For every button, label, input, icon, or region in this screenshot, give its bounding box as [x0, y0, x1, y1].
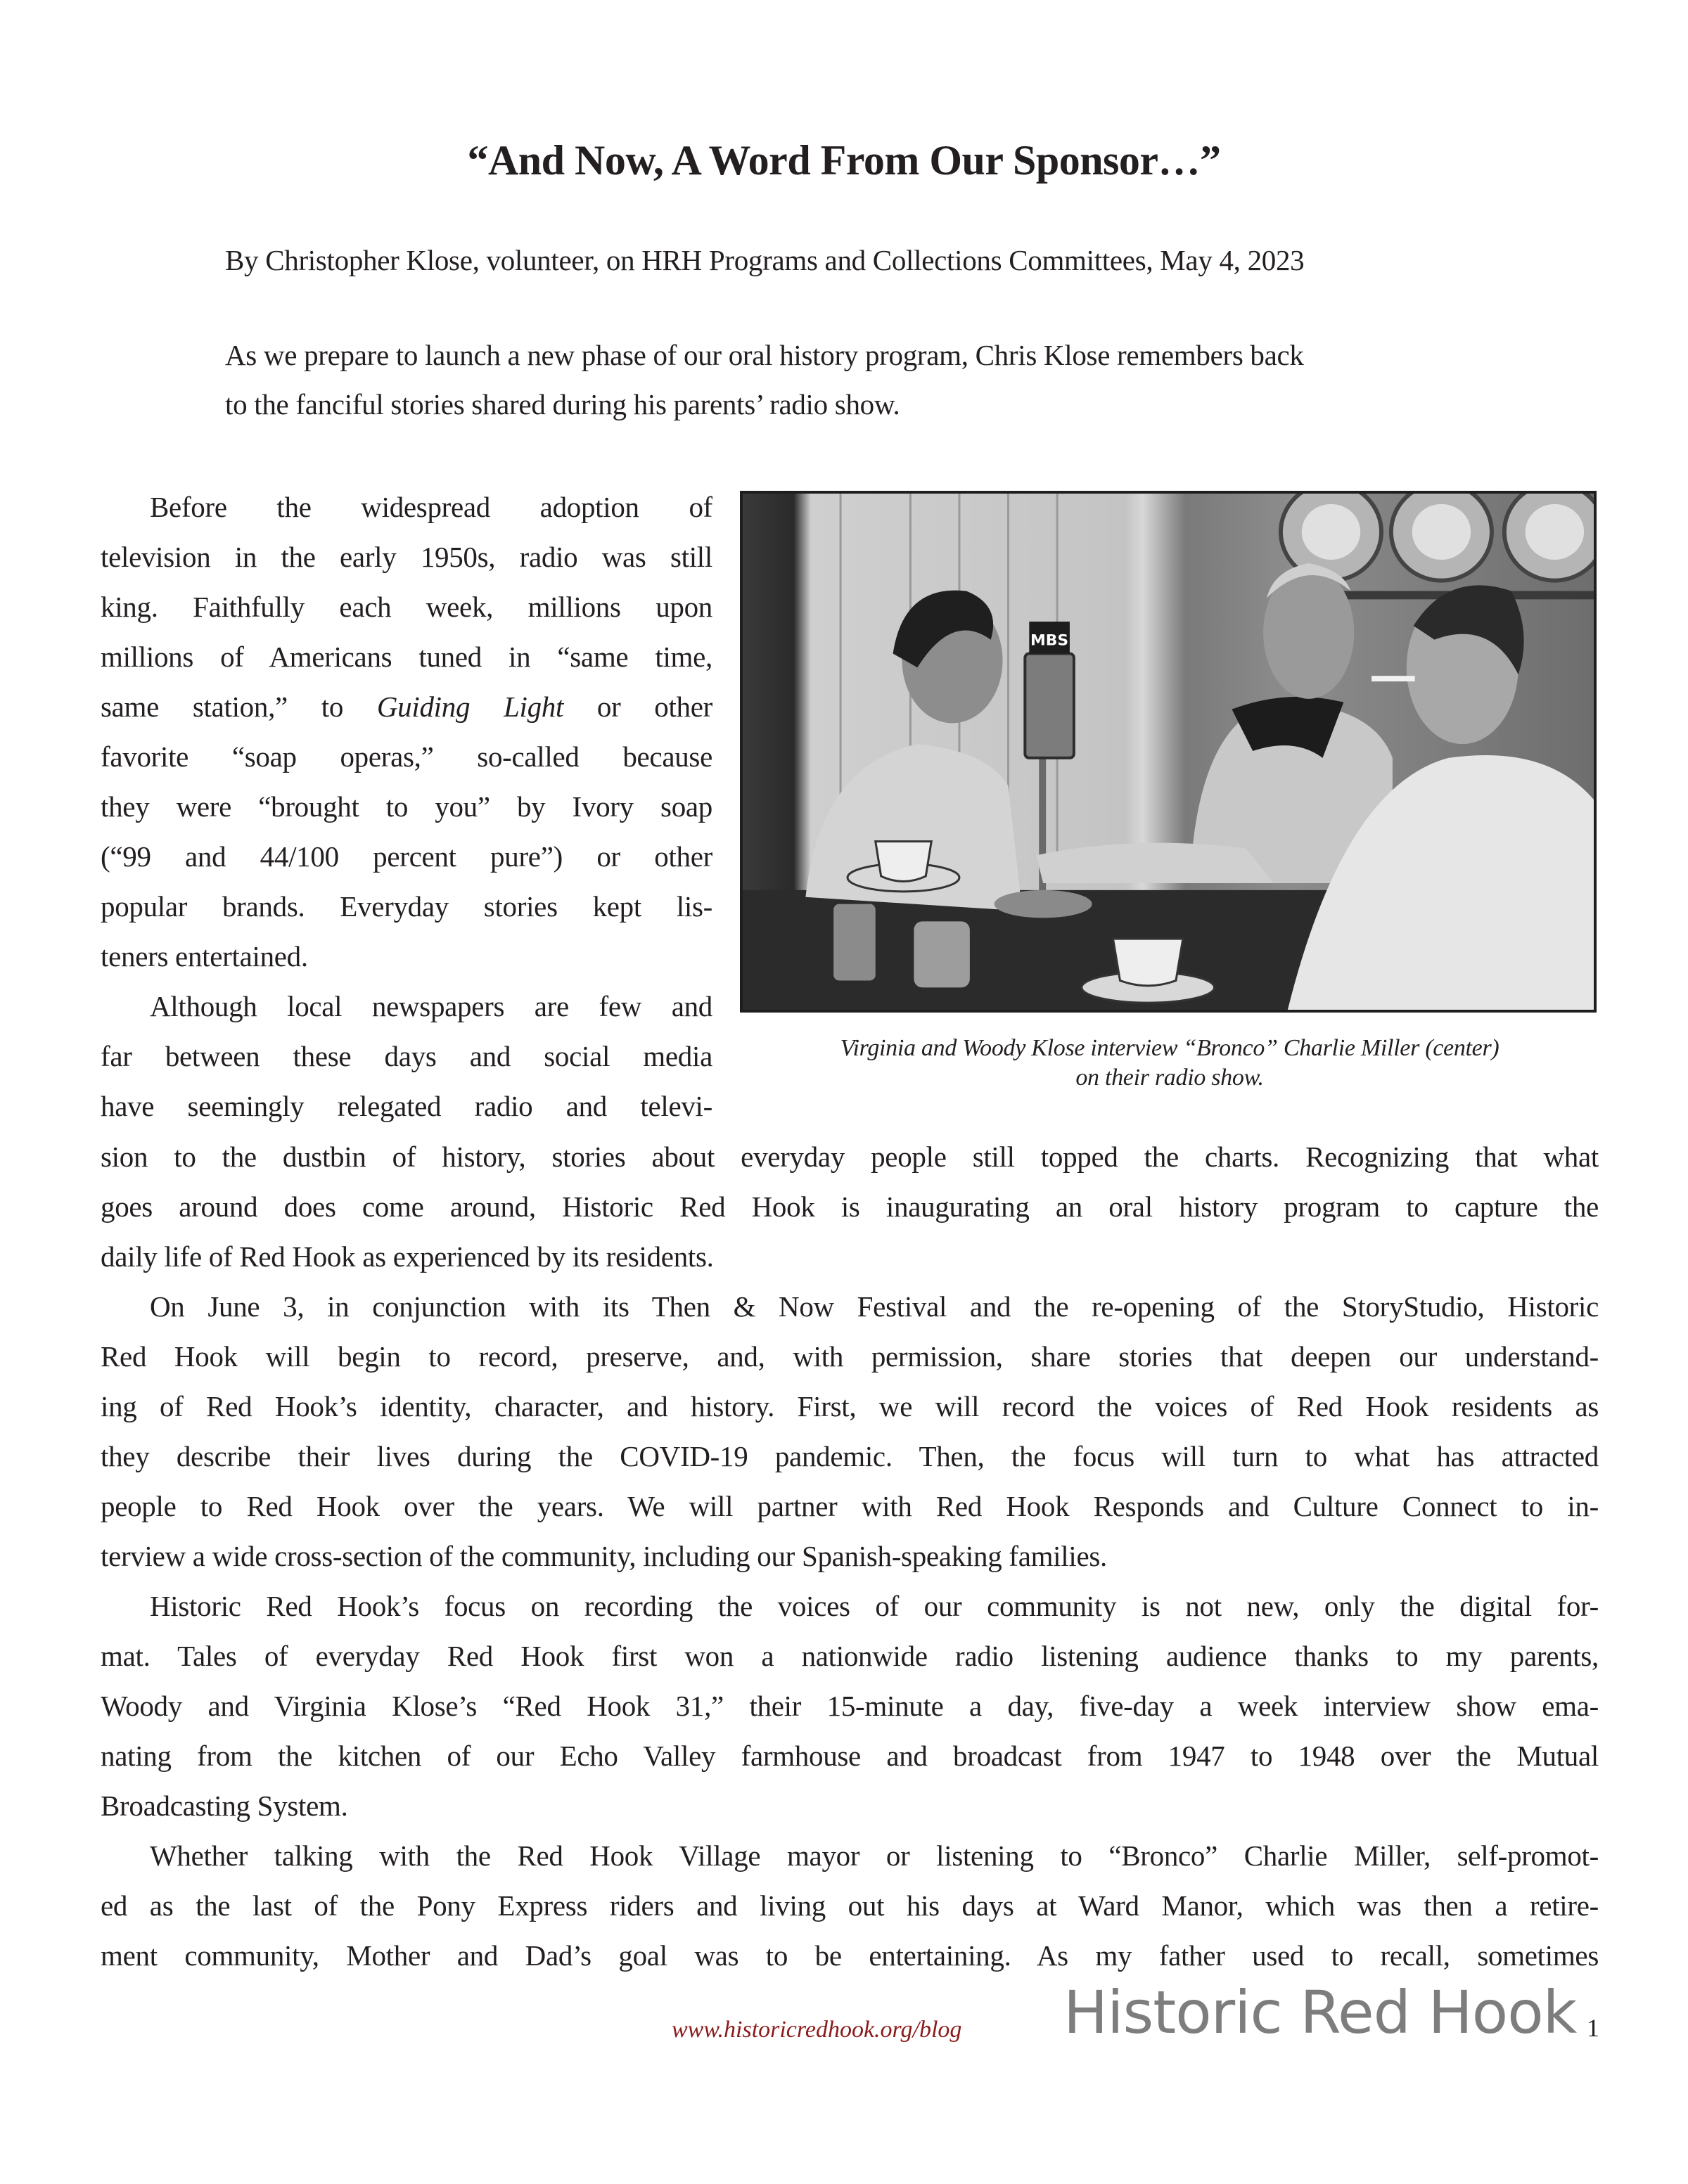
- body-line: they were “brought to you” by Ivory soap: [101, 790, 712, 823]
- body-line: teners entertained.: [101, 940, 308, 972]
- intro-deck: [225, 330, 1575, 429]
- body-line: Whether talking with the Red Hook Village mayor or listening to “Bronco” Charlie Miller, self-promot-: [150, 1839, 1599, 1872]
- body-line: Red Hook will begin to record, preserve, and, with permission, share stories that deepen our understand-: [101, 1340, 1599, 1373]
- blog-link[interactable]: www.historicredhook.org/blog: [672, 2017, 962, 2043]
- body-line: Broadcasting System.: [101, 1790, 348, 1822]
- body-text-run: or other: [563, 690, 712, 723]
- body-line: (“99 and 44/100 percent pure”) or other: [101, 840, 712, 873]
- body-line: Historic Red Hook’s focus on recording the voices of our community is not new, only the digital for-: [150, 1590, 1599, 1622]
- byline: By Christopher Klose, volunteer, on HRH Programs and Collections Committees, May 4, 2023: [225, 244, 1305, 276]
- body-line: Although local newspapers are few and: [150, 990, 712, 1022]
- body-line: people to Red Hook over the years. We will partner with Red Hook Responds and Culture Connect to in-: [101, 1490, 1599, 1522]
- body-wide-column: [101, 1132, 1599, 1981]
- caption-line: on their radio show.: [1075, 1065, 1264, 1091]
- intro-line: As we prepare to launch a new phase of our oral history program, Chris Klose remembers back: [225, 339, 1304, 371]
- body-text-run: same station,” to: [101, 690, 377, 723]
- body-narrow-column: [101, 482, 712, 1131]
- article-title: “And Now, A Word From Our Sponsor…”: [467, 137, 1221, 184]
- body-line: far between these days and social media: [101, 1040, 712, 1072]
- body-line: have seemingly relegated radio and televi-: [101, 1090, 712, 1122]
- body-line: television in the early 1950s, radio was still: [101, 541, 712, 573]
- body-line: Woody and Virginia Klose’s “Red Hook 31,” their 15-minute a day, five-day a week interview show ema-: [101, 1690, 1599, 1722]
- show-title-italic: Guiding Light: [376, 690, 564, 723]
- body-line: sion to the dustbin of history, stories about everyday people still topped the charts. Recognizing that what: [101, 1141, 1599, 1173]
- body-line: goes around does come around, Historic Red Hook is inaugurating an oral history program to capture the: [101, 1190, 1599, 1223]
- intro-line: to the fanciful stories shared during his parents’ radio show.: [225, 388, 900, 420]
- body-line: terview a wide cross-section of the community, including our Spanish-speaking families.: [101, 1540, 1107, 1572]
- body-line: millions of Americans tuned in “same time,: [101, 641, 712, 673]
- body-line: nating from the kitchen of our Echo Valley farmhouse and broadcast from 1947 to 1948 over the Mutual: [101, 1740, 1599, 1772]
- body-line: king. Faithfully each week, millions upon: [101, 591, 712, 623]
- page-number: 1: [1587, 2014, 1599, 2042]
- body-line: daily life of Red Hook as experienced by its residents.: [101, 1240, 714, 1273]
- body-line: ed as the last of the Pony Express riders and living out his days at Ward Manor, which was then a retire-: [101, 1889, 1599, 1922]
- mic-label: MBS: [1030, 631, 1069, 650]
- body-line: On June 3, in conjunction with its Then & Now Festival and the re-opening of the StoryStudio, Historic: [150, 1290, 1599, 1323]
- body-line: ing of Red Hook’s identity, character, and history. First, we will record the voices of Red Hook residents as: [101, 1390, 1599, 1422]
- body-line: favorite “soap operas,” so-called because: [101, 740, 712, 773]
- body-line: popular brands. Everyday stories kept lis-: [101, 890, 712, 923]
- radio-show-photo: [743, 494, 1594, 1010]
- historic-red-hook-logo: Historic Red Hook: [1063, 1978, 1577, 2047]
- body-line: ment community, Mother and Dad’s goal was to be entertaining. As my father used to recall, sometimes: [101, 1939, 1599, 1972]
- body-line: [101, 682, 712, 732]
- body-line: Before the widespread adoption of: [150, 491, 712, 523]
- body-line: mat. Tales of everyday Red Hook first won a nationwide radio listening audience thanks to my parents,: [101, 1640, 1599, 1672]
- caption-line: Virginia and Woody Klose interview “Bronco” Charlie Miller (center): [840, 1035, 1500, 1061]
- body-line: they describe their lives during the COVID-19 pandemic. Then, the focus will turn to what has attracted: [101, 1440, 1599, 1472]
- photo-caption: [740, 1034, 1599, 1093]
- article-photo: [740, 491, 1597, 1013]
